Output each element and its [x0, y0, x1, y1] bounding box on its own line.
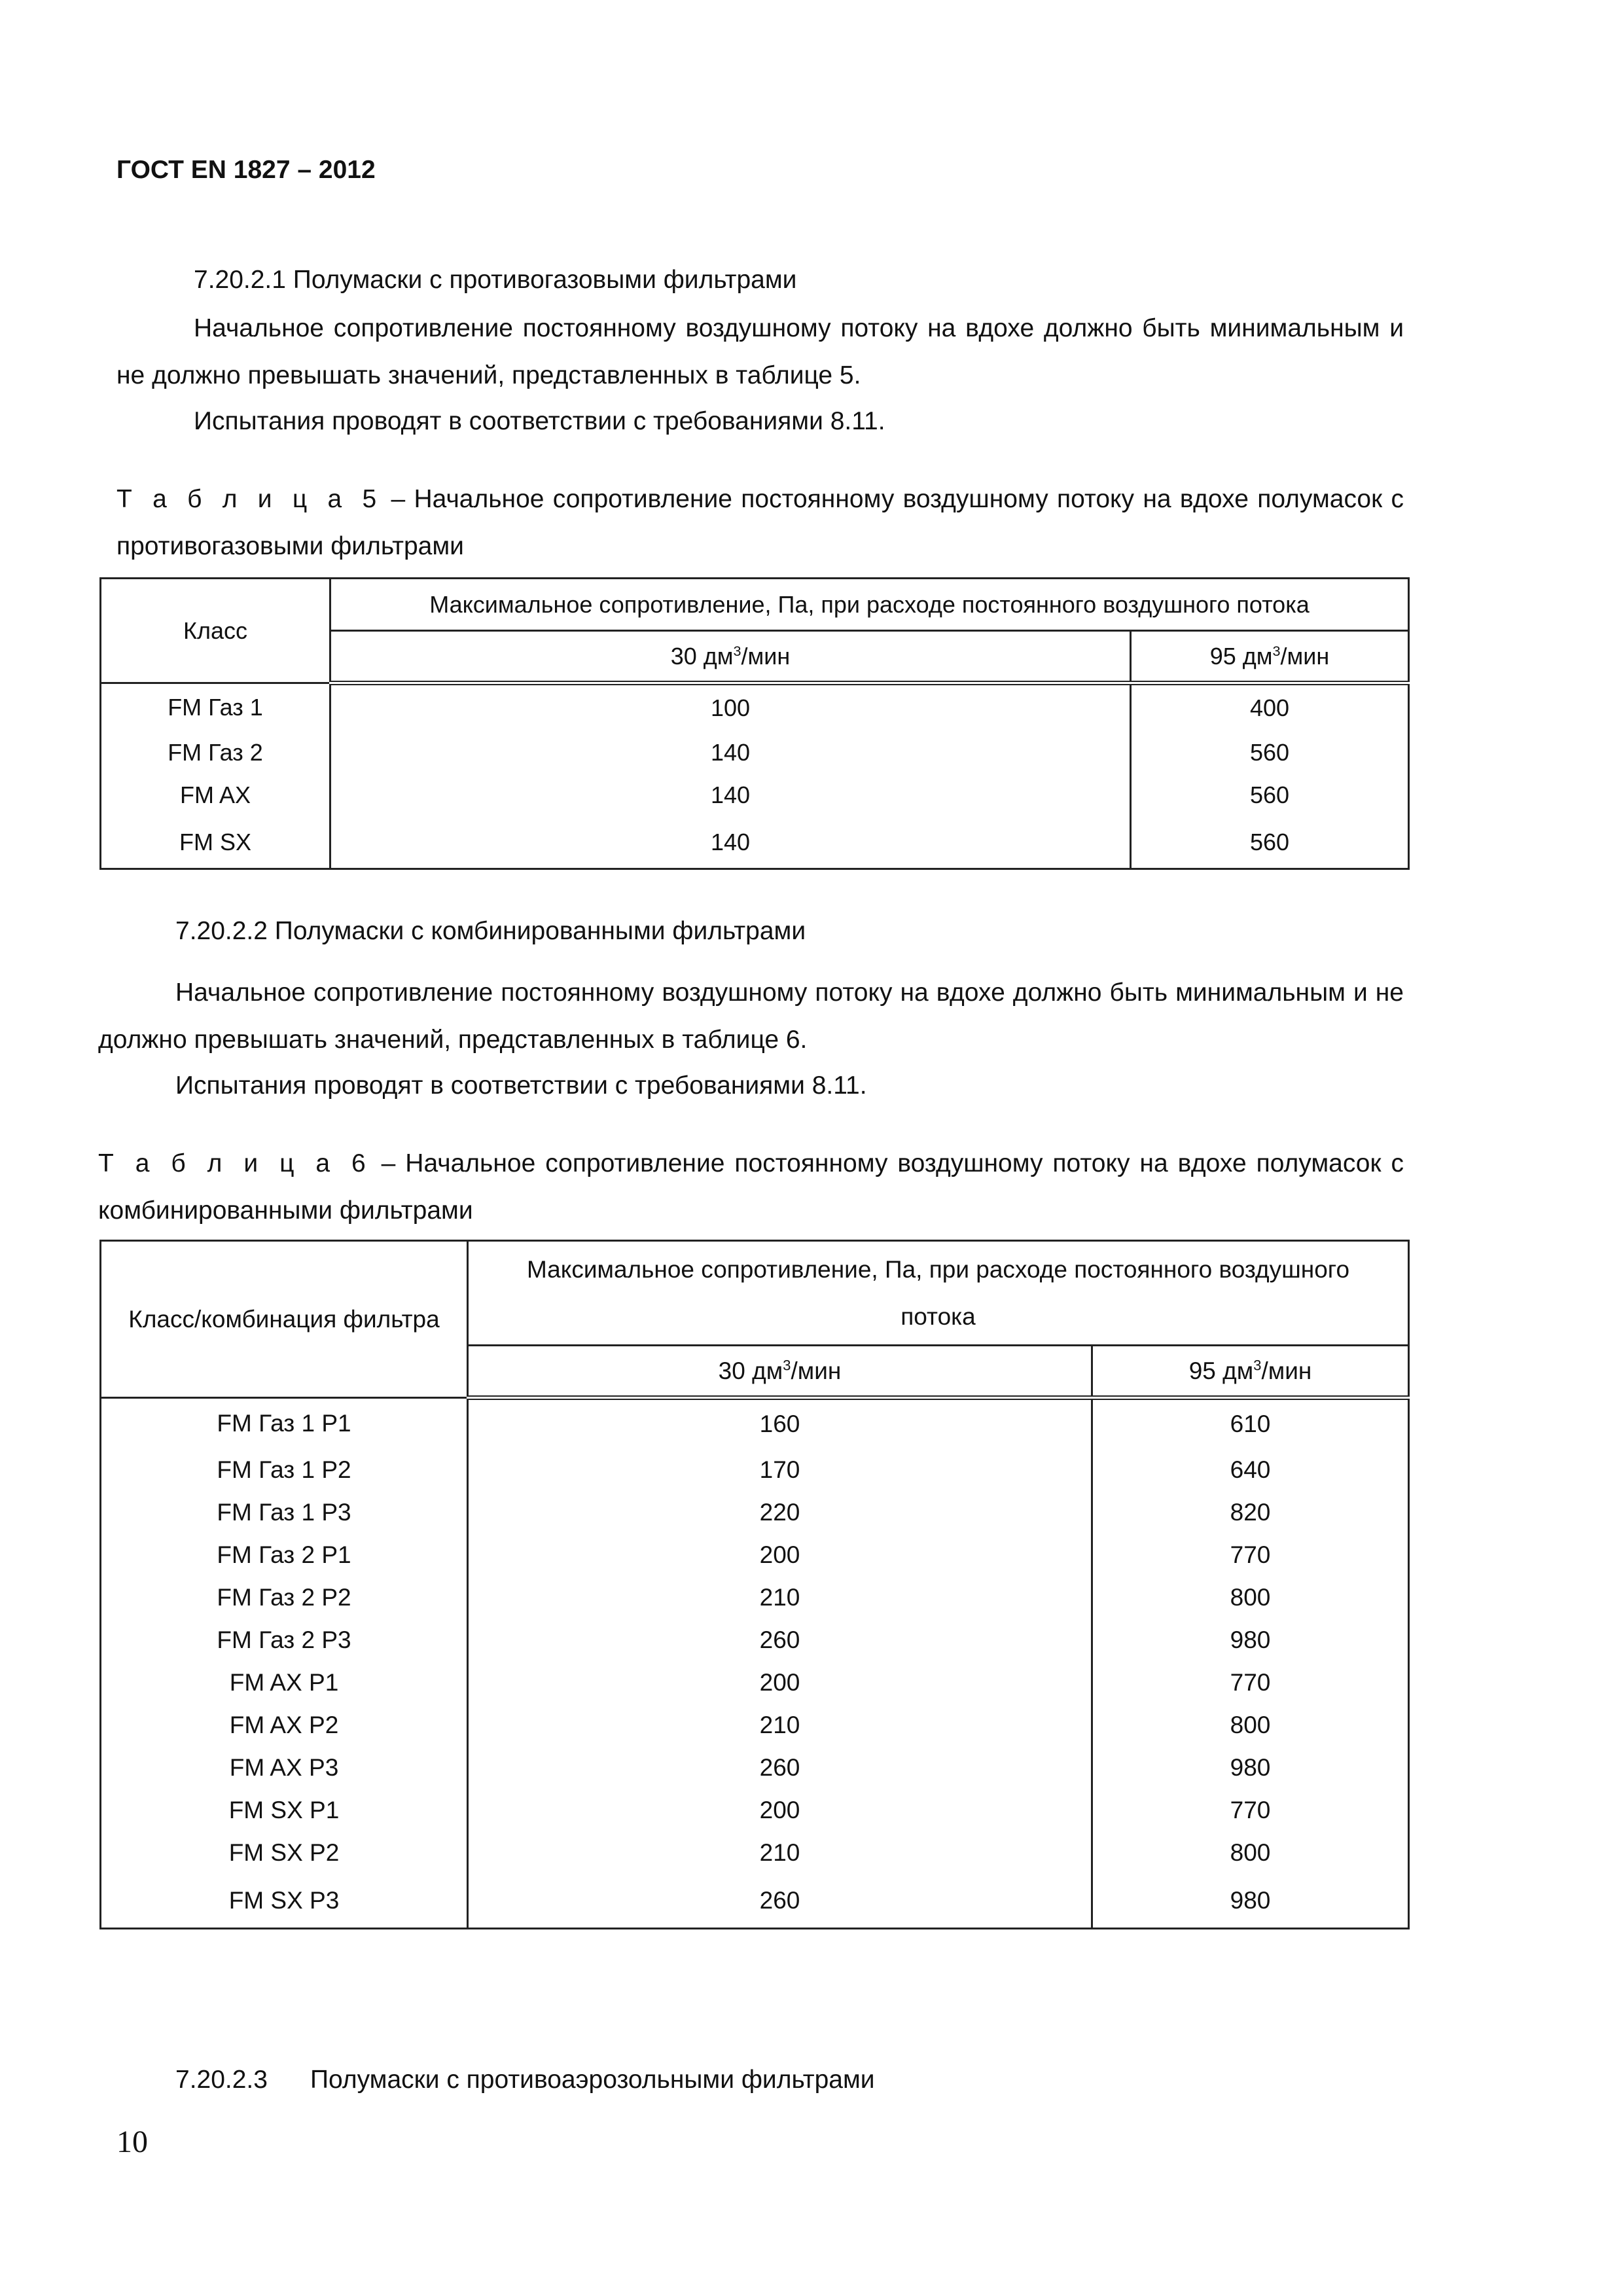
table-6-header-class-combination: Класс/комбинация фильтра	[101, 1241, 468, 1398]
table-cell-class: FM AX P2	[101, 1704, 468, 1747]
section-7-20-2-1-paragraph: Начальное сопротивление постоянному воздушному потоку на вдохе должно быть минимальным и не должно превышать значений, представленных в таблице 5.	[116, 314, 1404, 389]
table-cell-class: FM AX	[101, 774, 330, 817]
table-cell-30: 170	[468, 1449, 1092, 1492]
table-cell-class: FM SX P2	[101, 1832, 468, 1874]
table-5-header-30: 30 $дм^3$/мин	[330, 631, 1131, 683]
section-7-20-2-2-paragraph: Начальное сопротивление постоянному воздушному потоку на вдохе должно быть минимальным и не должно превышать значений, представленных в таблице 6.	[98, 978, 1404, 1054]
table-cell-95: 400	[1131, 683, 1409, 732]
table-cell-95: 800	[1092, 1832, 1409, 1874]
table-row	[101, 1619, 1409, 1662]
table-row	[101, 1449, 1409, 1492]
table-cell-95: 770	[1092, 1534, 1409, 1577]
table-cell-95: 770	[1092, 1789, 1409, 1832]
table-row	[101, 1747, 1409, 1789]
table-6-header-max-resistance: Максимальное сопротивление, Па, при расходе постоянного воздушного потока	[468, 1241, 1409, 1346]
table-cell-30: 220	[468, 1492, 1092, 1534]
table-cell-30: 140	[330, 817, 1131, 869]
table-cell-30: 160	[468, 1398, 1092, 1449]
table-6-caption-text: – Начальное сопротивление постоянному воздушному потоку на вдохе полумасок с комбинированными фильтрами	[98, 1149, 1404, 1225]
table-cell-class: FM AX P3	[101, 1747, 468, 1789]
table-6-header-95: 95 $дм^3$/мин	[1092, 1346, 1409, 1398]
table-cell-class: FM Газ 1 P2	[101, 1449, 468, 1492]
section-7-20-2-1-test-note: Испытания проводят в соответствии с требованиями 8.11.	[194, 407, 885, 435]
table-cell-95: 820	[1092, 1492, 1409, 1534]
table-5-caption-text: – Начальное сопротивление постоянному воздушному потоку на вдохе полумасок с противогазовыми фильтрами	[116, 485, 1404, 560]
table-row	[101, 1534, 1409, 1577]
table-6-header-30: 30 $дм^3$/мин	[468, 1346, 1092, 1398]
table-cell-class: FM Газ 2 P1	[101, 1534, 468, 1577]
table-5-header-95: 95 $дм^3$/мин	[1131, 631, 1409, 683]
table-cell-30: 100	[330, 683, 1131, 732]
table-cell-30: 210	[468, 1577, 1092, 1619]
table-6	[99, 1240, 1410, 1929]
table-cell-95: 980	[1092, 1874, 1409, 1929]
table-cell-95: 640	[1092, 1449, 1409, 1492]
table-row	[101, 1492, 1409, 1534]
table-row	[101, 1662, 1409, 1704]
table-cell-class: FM SX P1	[101, 1789, 468, 1832]
table-cell-95: 560	[1131, 732, 1409, 774]
table-row	[101, 1789, 1409, 1832]
table-cell-30: 260	[468, 1619, 1092, 1662]
table-cell-class: FM Газ 2	[101, 732, 330, 774]
table-6-caption	[98, 1140, 1404, 1234]
page-number: 10	[116, 2125, 148, 2159]
table-cell-30: 140	[330, 774, 1131, 817]
table-cell-class: FM Газ 1 P1	[101, 1398, 468, 1449]
table-cell-95: 980	[1092, 1747, 1409, 1789]
table-cell-class: FM Газ 2 P2	[101, 1577, 468, 1619]
table-cell-class: FM Газ 1	[101, 683, 330, 732]
section-7-20-2-1-title: 7.20.2.1 Полумаски с противогазовыми фильтрами	[194, 266, 797, 294]
table-row	[101, 1577, 1409, 1619]
table-cell-30: 210	[468, 1704, 1092, 1747]
table-row	[101, 732, 1409, 774]
table-cell-95: 800	[1092, 1704, 1409, 1747]
table-row	[101, 817, 1409, 869]
document-header: ГОСТ EN 1827 – 2012	[116, 156, 376, 184]
table-cell-30: 200	[468, 1534, 1092, 1577]
table-cell-95: 800	[1092, 1577, 1409, 1619]
table-cell-30: 260	[468, 1874, 1092, 1929]
table-cell-95: 560	[1131, 817, 1409, 869]
table-cell-95: 980	[1092, 1619, 1409, 1662]
section-7-20-2-2-title: 7.20.2.2 Полумаски с комбинированными фильтрами	[175, 917, 806, 945]
table-cell-30: 200	[468, 1789, 1092, 1832]
table-5-caption	[116, 476, 1404, 570]
table-cell-95: 610	[1092, 1398, 1409, 1449]
table-cell-95: 770	[1092, 1662, 1409, 1704]
table-cell-class: FM Газ 2 P3	[101, 1619, 468, 1662]
section-7-20-2-2-test-note: Испытания проводят в соответствии с требованиями 8.11.	[175, 1071, 867, 1100]
table-cell-class: FM SX	[101, 817, 330, 869]
table-cell-class: FM Газ 1 P3	[101, 1492, 468, 1534]
table-5-label: Т а б л и ц а 5	[116, 485, 383, 513]
table-row	[101, 683, 1409, 732]
section-7-20-2-3-title: 7.20.2.3 Полумаски с противоаэрозольными фильтрами	[175, 2066, 875, 2094]
table-cell-30: 140	[330, 732, 1131, 774]
table-cell-class: FM SX P3	[101, 1874, 468, 1929]
table-row	[101, 1704, 1409, 1747]
table-5-header-class: Класс	[101, 579, 330, 683]
table-row	[101, 1874, 1409, 1929]
table-6-label: Т а б л и ц а 6	[98, 1149, 372, 1177]
table-5-header-max-resistance: Максимальное сопротивление, Па, при расходе постоянного воздушного потока	[330, 579, 1409, 631]
table-cell-30: 200	[468, 1662, 1092, 1704]
table-cell-95: 560	[1131, 774, 1409, 817]
table-5	[99, 577, 1410, 870]
table-cell-class: FM AX P1	[101, 1662, 468, 1704]
table-row	[101, 774, 1409, 817]
table-cell-30: 260	[468, 1747, 1092, 1789]
table-cell-30: 210	[468, 1832, 1092, 1874]
table-row	[101, 1832, 1409, 1874]
table-row	[101, 1398, 1409, 1449]
